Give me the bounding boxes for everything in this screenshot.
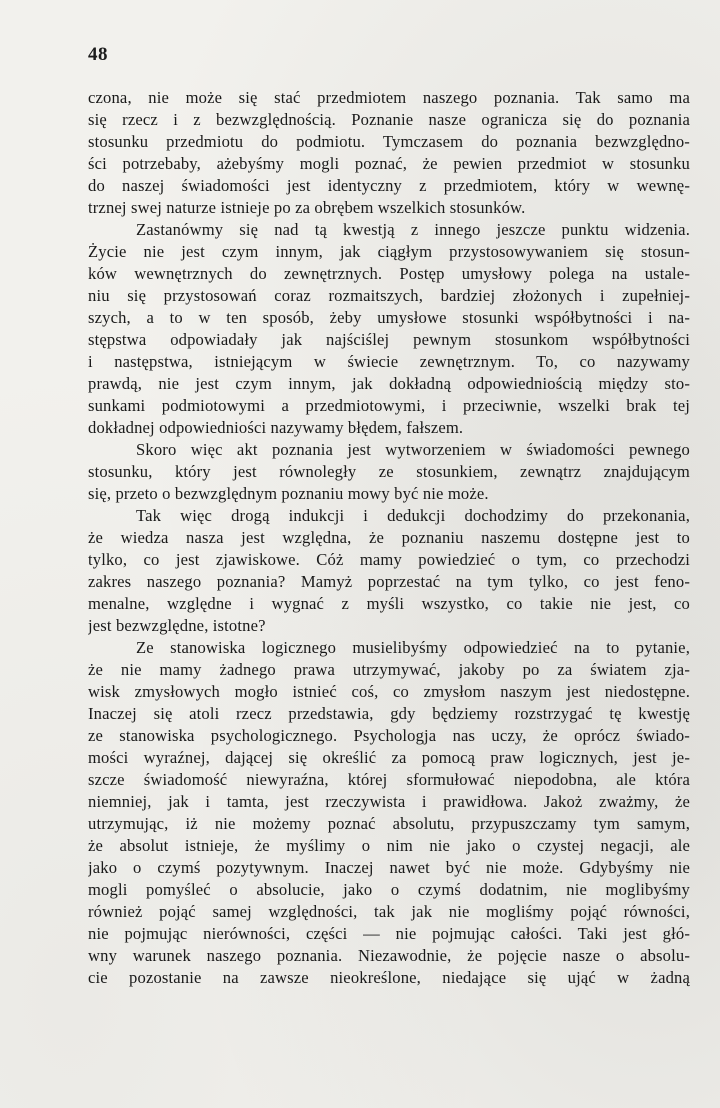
text-line: ści potrzebaby, ażebyśmy mogli poznać, że pewien przedmiot w stosunku: [88, 154, 690, 173]
body-text: [88, 87, 690, 989]
text-line: że absolut istnieje, że myślimy o nim nie jako o czystej negacji, ale: [88, 836, 690, 855]
text-line: Życie nie jest czym innym, jak ciągłym przystosowywaniem się stosun-: [88, 242, 690, 261]
text-line: menalne, względne i wygnać z myśli wszystko, co takie nie jest, co: [88, 594, 690, 613]
text-line: szych, a to w ten sposób, żeby umysłowe stosunki współbytności i na-: [88, 308, 690, 327]
text-line: niu się przystosowań coraz rozmaitszych, bardziej złożonych i zupełniej-: [88, 286, 690, 305]
text-line: zakres naszego poznania? Mamyż poprzestać na tym tylko, co jest feno-: [88, 572, 690, 591]
text-line: dokładnej odpowiedniości nazywamy błędem, fałszem.: [88, 418, 464, 437]
text-line: się rzecz i z bezwzględnością. Poznanie nasze ogranicza się do poznania: [88, 110, 690, 129]
text-line: że wiedza nasza jest względna, że poznaniu naszemu dostępne jest to: [88, 528, 690, 547]
text-line: jest bezwzględne, istotne?: [88, 616, 266, 635]
text-line: Ze stanowiska logicznego musielibyśmy odpowiedzieć na to pytanie,: [136, 638, 690, 657]
text-line: wny warunek naszego poznania. Niezawodnie, że pojęcie nasze o absolu-: [88, 946, 690, 965]
text-line: Skoro więc akt poznania jest wytworzeniem w świadomości pewnego: [136, 440, 690, 459]
text-line: Inaczej się atoli rzecz przedstawia, gdy będziemy rozstrzygać tę kwestję: [88, 704, 690, 723]
text-line: utrzymując, iż nie możemy poznać absolutu, przypuszczamy tym samym,: [88, 814, 690, 833]
text-line: Tak więc drogą indukcji i dedukcji dochodzimy do przekonania,: [136, 506, 690, 525]
text-line: cie pozostanie na zawsze nieokreślone, niedające się ująć w żadną: [88, 968, 690, 987]
text-line: ków wewnętrznych do zewnętrznych. Postęp umysłowy polega na ustale-: [88, 264, 690, 283]
text-line: niemniej, jak i tamta, jest rzeczywista i prawidłowa. Jakoż zważmy, że: [88, 792, 690, 811]
text-line: szcze świadomość niewyraźna, której sformułować niepodobna, ale która: [88, 770, 690, 789]
text-line: że nie mamy żadnego prawa utrzymywać, jakoby po za światem zja-: [88, 660, 690, 679]
text-line: i następstwa, istniejącym w świecie zewnętrznym. To, co nazywamy: [88, 352, 690, 371]
text-line: również pojąć samej względności, tak jak nie mogliśmy pojąć równości,: [88, 902, 690, 921]
text-line: tylko, co jest zjawiskowe. Cóż mamy powiedzieć o tym, co przechodzi: [88, 550, 690, 569]
text-line: sunkami podmiotowymi a przedmiotowymi, i przeciwnie, wszelki brak tej: [88, 396, 690, 415]
text-line: czona, nie może się stać przedmiotem naszego poznania. Tak samo ma: [88, 88, 690, 107]
page-number: 48: [88, 44, 108, 65]
text-line: nie pojmując nierówności, części — nie pojmując całości. Taki jest głó-: [88, 924, 690, 943]
text-line: stosunku przedmiotu do podmiotu. Tymczasem do poznania bezwzględno-: [88, 132, 690, 151]
text-line: jako o czymś pozytywnym. Inaczej nawet być nie może. Gdybyśmy nie: [88, 858, 690, 877]
text-line: wisk zmysłowych mogło istnieć coś, co zmysłom naszym jest niedostępne.: [88, 682, 690, 701]
text-line: stępstwa odpowiadały jak najściślej pewnym stosunkom współbytności: [88, 330, 690, 349]
text-line: trznej swej naturze istnieje po za obrębem wszelkich stosunków.: [88, 198, 526, 217]
text-line: ze stanowiska psychologicznego. Psychologja nas uczy, że oprócz świado-: [88, 726, 690, 745]
text-line: do naszej świadomości jest identyczny z przedmiotem, który w wewnę-: [88, 176, 690, 195]
text-line: prawdą, nie jest czym innym, jak dokładną odpowiedniością między sto-: [88, 374, 690, 393]
text-line: mości wyraźnej, dającej się określić za pomocą praw logicznych, jest je-: [88, 748, 690, 767]
text-line: się, przeto o bezwzględnym poznaniu mowy być nie może.: [88, 484, 489, 503]
text-line: stosunku, który jest równoległy ze stosunkiem, zewnątrz znajdującym: [88, 462, 690, 481]
text-line: mogli pomyśleć o absolucie, jako o czymś dodatnim, nie moglibyśmy: [88, 880, 690, 899]
text-line: Zastanówmy się nad tą kwestją z innego jeszcze punktu widzenia.: [136, 220, 690, 239]
